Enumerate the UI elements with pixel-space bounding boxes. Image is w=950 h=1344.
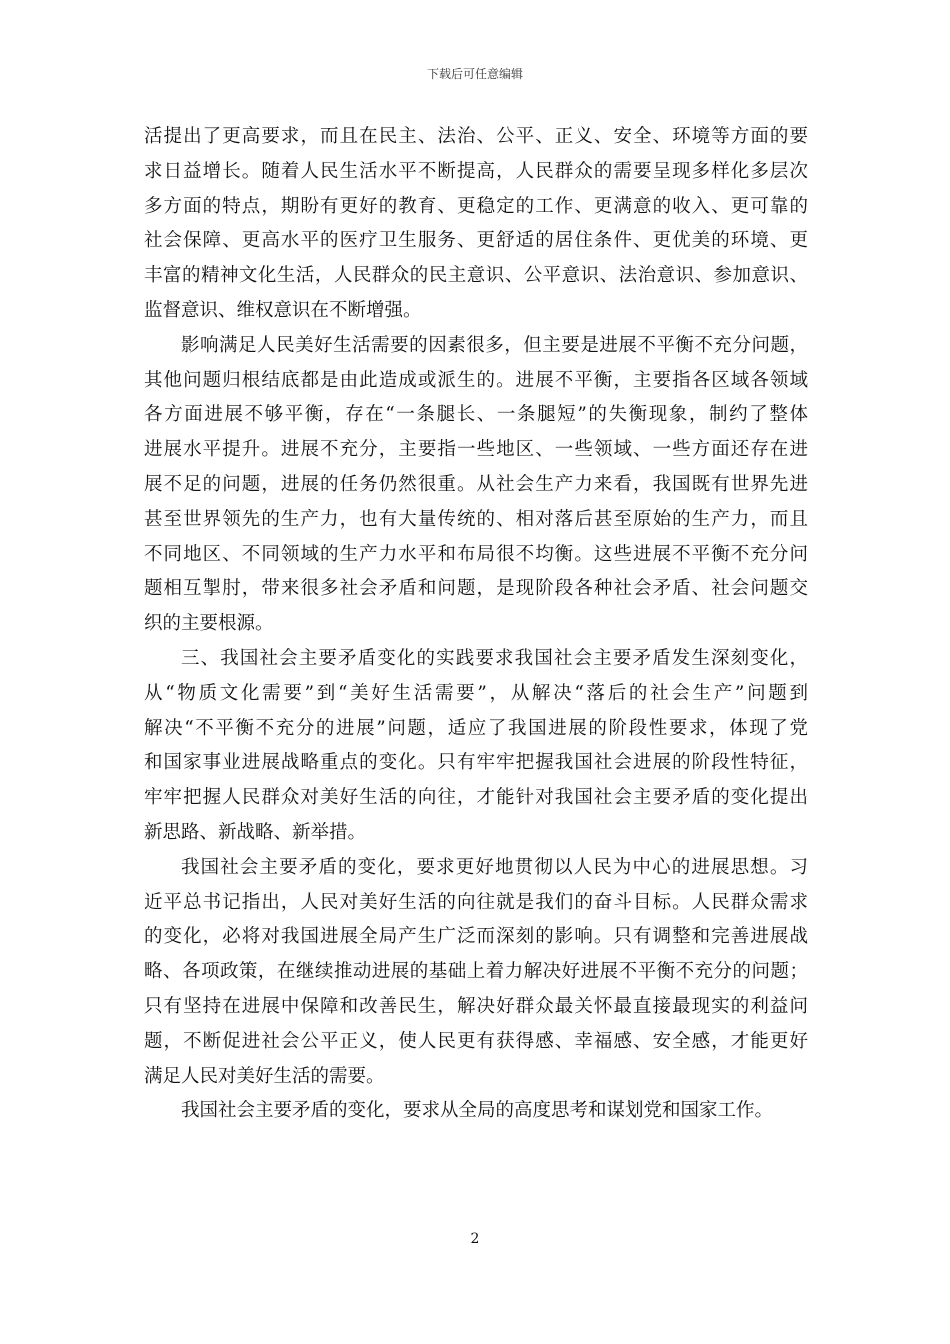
text-line: 的变化，必将对我国进展全局产生广泛而深刻的影响。只有调整和完善进展战 [144,926,808,948]
text-line: 甚至世界领先的生产力，也有大量传统的、相对落后甚至原始的生产力，而且 [144,508,808,530]
page-number: 2 [470,1231,480,1247]
text-line: 满足人民对美好生活的需要。 [144,1065,385,1087]
paragraph-3 [144,642,808,851]
text-line: 展不足的问题，进展的任务仍然很重。从社会生产力来看，我国既有世界先进 [144,473,808,495]
text-line: 各方面进展不够平衡，存在“一条腿长、一条腿短”的失衡现象，制约了整体 [144,404,808,426]
paragraph-1 [144,120,808,329]
text-line: 近平总书记指出，人民对美好生活的向往就是我们的奋斗目标。人民群众需求 [144,891,808,913]
text-line: 进展水平提升。进展不充分，主要指一些地区、一些领域、一些方面还存在进 [144,439,808,461]
text-line: 三、我国社会主要矛盾变化的实践要求我国社会主要矛盾发生深刻变化， [181,647,808,669]
text-line: 只有坚持在进展中保障和改善民生，解决好群众最关怀最直接最现实的利益问 [144,995,808,1017]
text-line: 丰富的精神文化生活，人民群众的民主意识、公平意识、法治意识、参加意识、 [144,265,808,287]
text-line: 多方面的特点，期盼有更好的教育、更稳定的工作、更满意的收入、更可靠的 [144,195,808,217]
text-line: 影响满足人民美好生活需要的因素很多，但主要是进展不平衡不充分问题， [181,334,808,356]
text-line: 织的主要根源。 [144,613,274,635]
text-line: 活提出了更高要求，而且在民主、法治、公平、正义、安全、环境等方面的要 [144,126,808,147]
text-line: 从“物质文化需要”到“美好生活需要”，从解决“落后的社会生产”问题到 [144,682,808,704]
paragraph-4 [144,851,808,1095]
text-line: 题，不断促进社会公平正义，使人民更有获得感、幸福感、安全感，才能更好 [144,1030,808,1052]
text-line: 求日益增长。随着人民生活水平不断提高，人民群众的需要呈现多样化多层次 [144,160,808,182]
text-line: 不同地区、不同领域的生产力水平和布局很不均衡。这些进展不平衡不充分问 [144,543,808,565]
document-body [144,120,808,1129]
text-line: 其他问题归根结底都是由此造成或派生的。进展不平衡，主要指各区域各领域 [144,369,808,391]
text-line: 略、各项政策，在继续推动进展的基础上着力解决好进展不平衡不充分的问题； [144,961,808,983]
text-line: 监督意识、维权意识在不断增强。 [144,299,422,321]
text-line: 我国社会主要矛盾的变化，要求从全局的高度思考和谋划党和国家工作。 [181,1100,774,1122]
text-line: 题相互掣肘，带来很多社会矛盾和问题，是现阶段各种社会矛盾、社会问题交 [144,578,808,600]
page-header: 下载后可任意编辑 [426,67,523,81]
text-line: 社会保障、更高水平的医疗卫生服务、更舒适的居住条件、更优美的环境、更 [144,230,808,252]
paragraph-2 [144,329,808,642]
text-line: 和国家事业进展战略重点的变化。只有牢牢把握我国社会进展的阶段性特征， [144,752,808,774]
paragraph-5 [144,1094,808,1129]
text-line: 牢牢把握人民群众对美好生活的向往，才能针对我国社会主要矛盾的变化提出 [144,787,808,809]
text-line: 我国社会主要矛盾的变化，要求更好地贯彻以人民为中心的进展思想。习 [181,856,808,878]
text-line: 解决“不平衡不充分的进展”问题，适应了我国进展的阶段性要求，体现了党 [144,717,808,739]
text-line: 新思路、新战略、新举措。 [144,821,367,843]
